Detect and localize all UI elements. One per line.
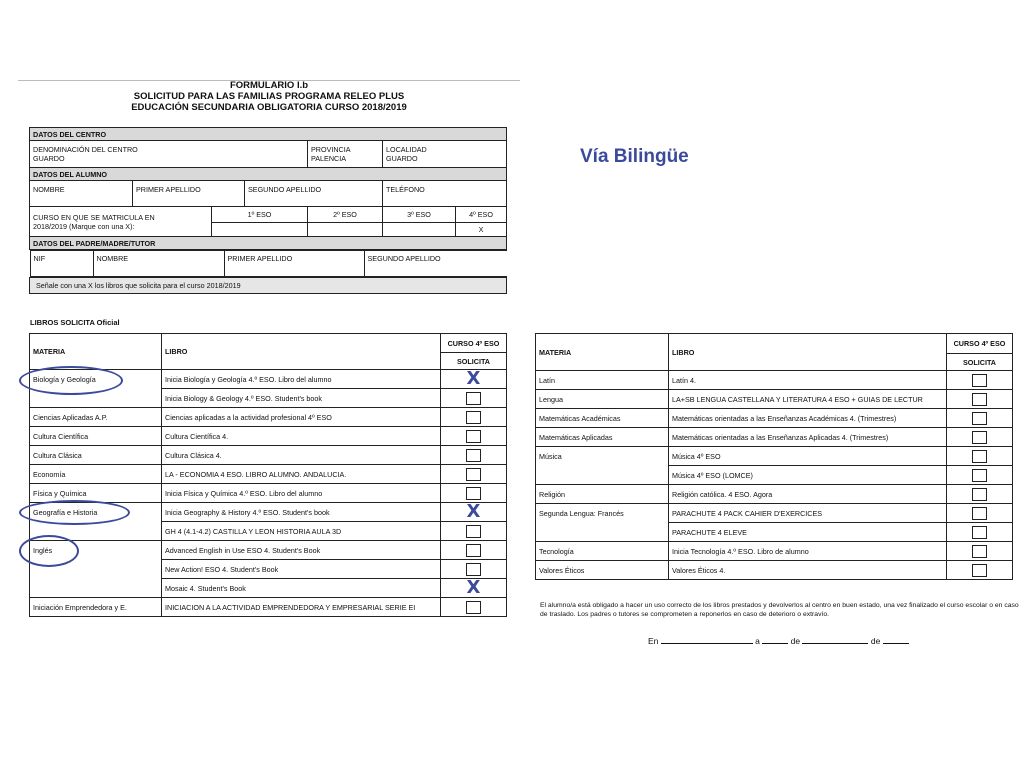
request-checkbox[interactable]	[466, 525, 481, 538]
solicita-cell[interactable]	[441, 560, 507, 579]
curso-2eso-box[interactable]	[308, 223, 383, 237]
request-checkbox[interactable]	[972, 488, 987, 501]
solicita-cell[interactable]	[441, 427, 507, 446]
libro-cell: Inicia Tecnología 4.º ESO. Libro de alumno	[669, 542, 947, 561]
request-checkbox[interactable]	[466, 449, 481, 462]
table-row	[30, 560, 507, 579]
provincia-label: PROVINCIA	[311, 145, 351, 154]
col-curso: CURSO 4º ESO	[441, 334, 507, 353]
materia-cell: Matemáticas Académicas	[536, 409, 669, 428]
denominacion-cell[interactable]	[30, 141, 308, 168]
primer-apellido-field[interactable]: PRIMER APELLIDO	[133, 181, 245, 207]
table-row	[30, 541, 507, 560]
selection-oval-ingles	[19, 535, 79, 567]
localidad-label: LOCALIDAD	[386, 145, 427, 154]
right-books-table	[535, 333, 1013, 580]
curso-1eso-box[interactable]	[212, 223, 308, 237]
materia-cell: Tecnología	[536, 542, 669, 561]
request-checkbox[interactable]	[972, 564, 987, 577]
col-libro: LIBRO	[162, 334, 441, 370]
solicita-cell[interactable]	[441, 541, 507, 560]
table-row	[30, 427, 507, 446]
request-checkbox[interactable]	[466, 392, 481, 405]
solicita-cell[interactable]	[947, 561, 1013, 580]
table-row	[536, 466, 1013, 485]
libro-cell: Advanced English in Use ESO 4. Student's Book	[162, 541, 441, 560]
solicita-cell[interactable]	[441, 465, 507, 484]
request-checkbox[interactable]	[972, 431, 987, 444]
sign-place-field[interactable]	[661, 643, 753, 644]
datos-table	[29, 127, 507, 294]
table-row	[536, 447, 1013, 466]
nombre-field[interactable]: NOMBRE	[30, 181, 133, 207]
table-row	[30, 598, 507, 617]
solicita-cell[interactable]	[947, 523, 1013, 542]
solicita-cell[interactable]	[441, 579, 507, 598]
legal-note: El alumno/a está obligado a hacer un uso correcto de los libros prestados y devolverlos al centro en buen estado, una vez finalizado el curso escolar o en caso de traslado. Los padres o tutores se comprometen a reponerlos en caso de deterioro o extravío.	[540, 602, 1019, 618]
materia-cell: Cultura Clásica	[30, 446, 162, 465]
curso-4eso-box[interactable]: X	[456, 223, 507, 237]
materia-cell: Biología y Geología	[30, 370, 162, 389]
solicita-cell[interactable]	[947, 542, 1013, 561]
materia-cell: Matemáticas Aplicadas	[536, 428, 669, 447]
libro-cell: LA - ECONOMIA 4 ESO. LIBRO ALUMNO. ANDALUCIA.	[162, 465, 441, 484]
form-title: SOLICITUD PARA LAS FAMILIAS PROGRAMA RELEO PLUS	[133, 91, 405, 102]
col-solicita-right: SOLICITA	[947, 354, 1013, 371]
solicita-cell[interactable]	[441, 522, 507, 541]
request-checkbox[interactable]	[972, 545, 987, 558]
request-checkbox[interactable]	[972, 450, 987, 463]
curso-1eso: 1º ESO	[212, 207, 308, 223]
padre-segundo-apellido-field[interactable]: SEGUNDO APELLIDO	[364, 251, 507, 277]
padre-row	[30, 250, 507, 277]
col-materia: MATERIA	[30, 334, 162, 370]
curso-2eso: 2º ESO	[308, 207, 383, 223]
curso-3eso: 3º ESO	[383, 207, 456, 223]
localidad-cell[interactable]	[383, 141, 507, 168]
selection-oval-biologia	[19, 366, 123, 395]
selection-oval-geografia	[19, 500, 130, 525]
request-checkbox[interactable]	[972, 412, 987, 425]
materia-cell	[30, 579, 162, 598]
solicita-cell[interactable]	[947, 466, 1013, 485]
senale-note: Señale con una X los libros que solicita para el curso 2018/2019	[30, 278, 507, 294]
libro-cell: Música 4º ESO	[669, 447, 947, 466]
libro-cell: Inicia Física y Química 4.º ESO. Libro del alumno	[162, 484, 441, 503]
denominacion-value: GUARDO	[33, 154, 65, 163]
materia-cell: Geografía e Historia	[30, 503, 162, 522]
form-subtitle: EDUCACIÓN SECUNDARIA OBLIGATORIA CURSO 2018/2019	[131, 102, 407, 113]
solicita-cell[interactable]	[441, 370, 507, 389]
libro-cell: Ciencias aplicadas a la actividad profesional 4º ESO	[162, 408, 441, 427]
datos-padre-title: DATOS DEL PADRE/MADRE/TUTOR	[30, 237, 507, 250]
table-row	[536, 371, 1013, 390]
table-row	[536, 390, 1013, 409]
segundo-apellido-field[interactable]: SEGUNDO APELLIDO	[245, 181, 383, 207]
form-code: FORMULARIO I.b	[229, 80, 309, 91]
libro-cell: Cultura Científica 4.	[162, 427, 441, 446]
libro-cell: New Action! ESO 4. Student's Book	[162, 560, 441, 579]
sign-day-field[interactable]	[762, 643, 788, 644]
libro-cell: Inicia Biología y Geología 4.º ESO. Libro del alumno	[162, 370, 441, 389]
request-checkbox[interactable]	[466, 468, 481, 481]
curso-label-line2: 2018/2019 (Marque con una X):	[33, 221, 135, 231]
libro-cell: Mosaic 4. Student's Book	[162, 579, 441, 598]
request-checkbox[interactable]	[466, 563, 481, 576]
col-curso-right: CURSO 4º ESO	[947, 334, 1013, 354]
libro-cell: Cultura Clásica 4.	[162, 446, 441, 465]
request-mark: X	[466, 502, 481, 522]
materia-cell: Economía	[30, 465, 162, 484]
solicita-cell[interactable]	[441, 408, 507, 427]
materia-cell: Cultura Científica	[30, 427, 162, 446]
table-row	[30, 446, 507, 465]
col-libro-right: LIBRO	[669, 334, 947, 371]
solicita-cell[interactable]	[441, 503, 507, 522]
telefono-field[interactable]: TELÉFONO	[383, 181, 507, 207]
libro-cell: Matemáticas orientadas a las Enseñanzas Académicas 4. (Trimestres)	[669, 409, 947, 428]
request-checkbox[interactable]	[466, 411, 481, 424]
table-row	[536, 428, 1013, 447]
table-row	[30, 522, 507, 541]
materia-cell: Religión	[536, 485, 669, 504]
materia-cell: Segunda Lengua: Francés	[536, 504, 669, 523]
materia-cell	[536, 523, 669, 542]
materia-cell: Música	[536, 447, 669, 466]
solicita-cell[interactable]	[947, 371, 1013, 390]
table-row	[30, 408, 507, 427]
padre-nombre-field[interactable]: NOMBRE	[93, 251, 224, 277]
table-row	[536, 542, 1013, 561]
solicita-cell[interactable]	[441, 389, 507, 408]
materia-cell: Ciencias Aplicadas A.P.	[30, 408, 162, 427]
table-row	[30, 579, 507, 598]
col-materia-right: MATERIA	[536, 334, 669, 371]
solicita-cell[interactable]	[947, 428, 1013, 447]
curso-label-line1: CURSO EN QUE SE MATRICULA EN	[33, 212, 155, 222]
libro-cell: Música 4º ESO (LOMCE)	[669, 466, 947, 485]
libros-title: LIBROS SOLICITA Oficial	[30, 318, 120, 327]
via-bilingue-label: Vía Bilingüe	[580, 146, 689, 167]
signature-line	[648, 636, 909, 646]
table-row	[536, 504, 1013, 523]
sign-month-field[interactable]	[802, 643, 868, 644]
padre-primer-apellido-field[interactable]: PRIMER APELLIDO	[224, 251, 364, 277]
provincia-value: PALENCIA	[311, 154, 347, 163]
sign-de1: de	[790, 636, 801, 646]
libro-cell: INICIACION A LA ACTIVIDAD EMPRENDEDORA Y EMPRESARIAL SERIE EI	[162, 598, 441, 617]
curso-label	[30, 207, 212, 237]
libro-cell: Inicia Geography & History 4.º ESO. Student's book	[162, 503, 441, 522]
datos-centro-title: DATOS DEL CENTRO	[30, 128, 507, 141]
request-checkbox[interactable]	[972, 526, 987, 539]
request-checkbox[interactable]	[972, 374, 987, 387]
solicita-cell[interactable]	[947, 390, 1013, 409]
solicita-cell[interactable]	[947, 409, 1013, 428]
libro-cell: Inicia Biology & Geology 4.º ESO. Student's book	[162, 389, 441, 408]
sign-de2: de	[870, 636, 881, 646]
table-row	[536, 485, 1013, 504]
sign-year-field[interactable]	[883, 643, 909, 644]
request-checkbox[interactable]	[972, 469, 987, 482]
table-row	[536, 561, 1013, 580]
request-checkbox[interactable]	[972, 393, 987, 406]
materia-cell: Lengua	[536, 390, 669, 409]
table-row	[30, 465, 507, 484]
libro-cell: GH 4 (4.1-4.2) CASTILLA Y LEON HISTORIA AULA 3D	[162, 522, 441, 541]
materia-cell	[536, 466, 669, 485]
request-mark: X	[466, 369, 481, 389]
col-solicita: SOLICITA	[441, 353, 507, 370]
libro-cell: PARACHUTE 4 ELEVE	[669, 523, 947, 542]
materia-cell: Física y Química	[30, 484, 162, 503]
datos-alumno-title: DATOS DEL ALUMNO	[30, 168, 507, 181]
nif-field[interactable]: NIF	[30, 251, 93, 277]
solicita-cell[interactable]	[947, 447, 1013, 466]
request-mark: X	[466, 578, 481, 598]
request-checkbox[interactable]	[466, 487, 481, 500]
localidad-value: GUARDO	[386, 154, 418, 163]
solicita-cell[interactable]	[441, 484, 507, 503]
sign-en: En	[648, 636, 659, 646]
request-checkbox[interactable]	[972, 507, 987, 520]
materia-cell: Latín	[536, 371, 669, 390]
materia-cell: Inglés	[30, 541, 162, 560]
solicita-cell[interactable]	[947, 504, 1013, 523]
libro-cell: Religión católica. 4 ESO. Agora	[669, 485, 947, 504]
libro-cell: Valores Éticos 4.	[669, 561, 947, 580]
curso-3eso-box[interactable]	[383, 223, 456, 237]
sign-a: a	[755, 636, 760, 646]
request-checkbox[interactable]	[466, 430, 481, 443]
request-checkbox[interactable]	[466, 601, 481, 614]
libro-cell: Matemáticas orientadas a las Enseñanzas Aplicadas 4. (Trimestres)	[669, 428, 947, 447]
provincia-cell[interactable]	[308, 141, 383, 168]
libro-cell: PARACHUTE 4 PACK CAHIER D'EXERCICES	[669, 504, 947, 523]
denominacion-label: DENOMINACIÓN DEL CENTRO	[33, 145, 138, 154]
table-row	[536, 409, 1013, 428]
materia-cell: Iniciación Emprendedora y E.	[30, 598, 162, 617]
solicita-cell[interactable]	[441, 598, 507, 617]
curso-4eso: 4º ESO	[456, 207, 507, 223]
solicita-cell[interactable]	[441, 446, 507, 465]
materia-cell: Valores Éticos	[536, 561, 669, 580]
libro-cell: Latín 4.	[669, 371, 947, 390]
table-row	[536, 523, 1013, 542]
request-checkbox[interactable]	[466, 544, 481, 557]
libro-cell: LA+SB LENGUA CASTELLANA Y LITERATURA 4 ESO + GUIAS DE LECTUR	[669, 390, 947, 409]
solicita-cell[interactable]	[947, 485, 1013, 504]
table-row	[30, 484, 507, 503]
